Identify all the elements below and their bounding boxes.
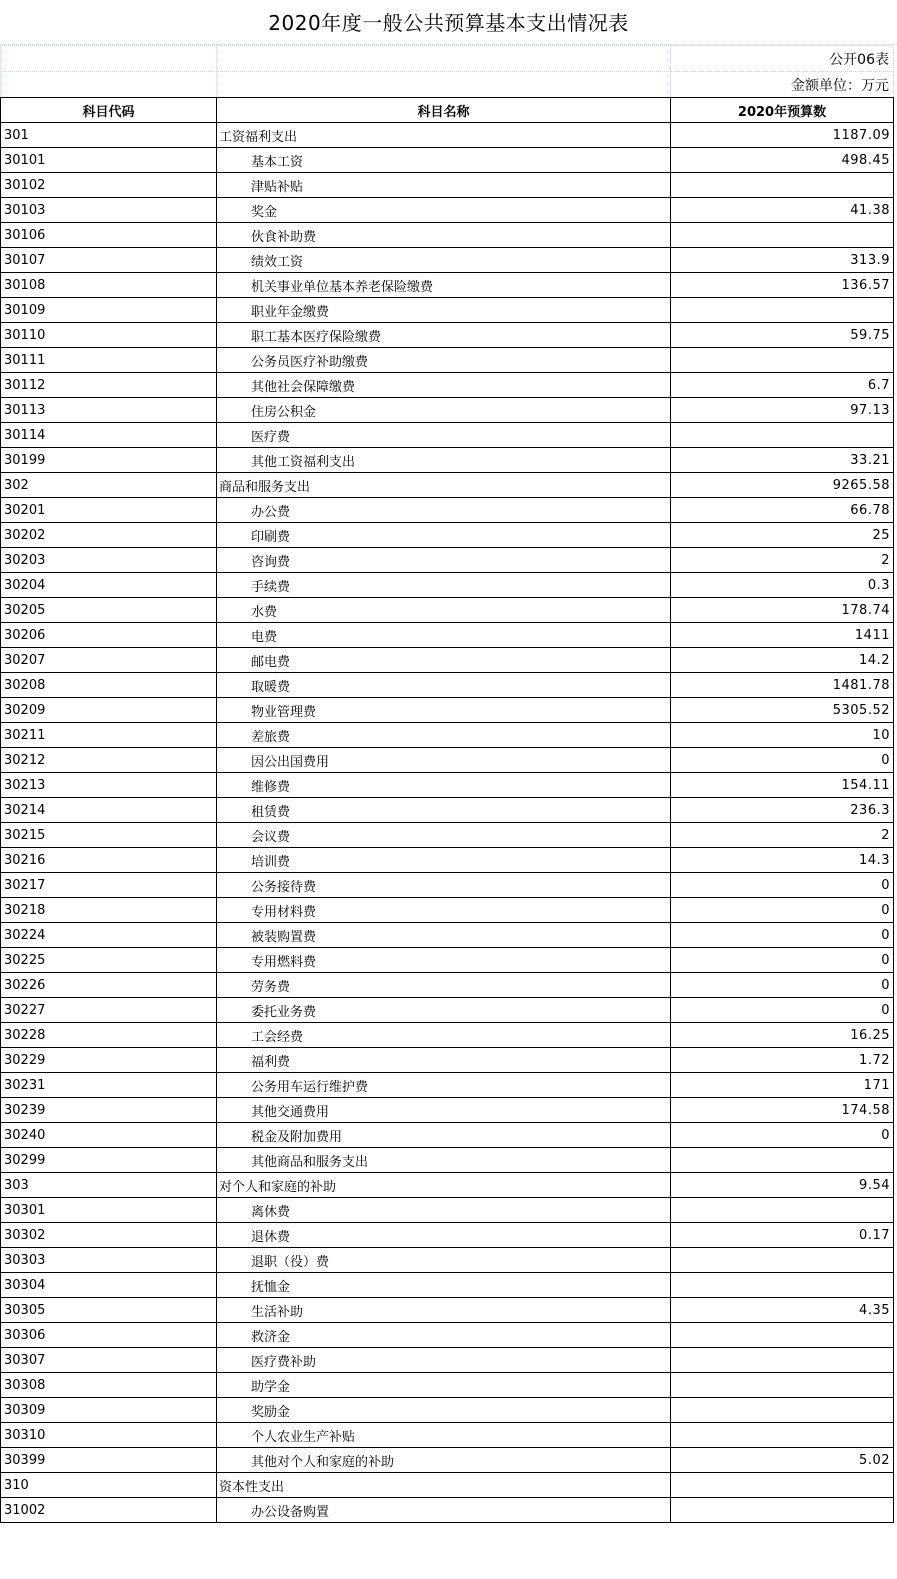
- table-row: [1, 648, 894, 673]
- name-cell: 其他交通费用: [217, 1098, 671, 1123]
- name-cell: 劳务费: [217, 973, 671, 998]
- name-cell: 资本性支出: [217, 1473, 671, 1498]
- name-cell: 税金及附加费用: [217, 1123, 671, 1148]
- code-cell: 30111: [1, 348, 217, 373]
- code-cell: 30217: [1, 873, 217, 898]
- code-cell: 30205: [1, 598, 217, 623]
- code-cell: 30106: [1, 223, 217, 248]
- amount-cell: 2: [671, 823, 894, 848]
- code-cell: 30108: [1, 273, 217, 298]
- code-cell: 30310: [1, 1423, 217, 1448]
- amount-cell: 174.58: [671, 1098, 894, 1123]
- table-row: [1, 998, 894, 1023]
- amount-cell: 97.13: [671, 398, 894, 423]
- code-cell: 30224: [1, 923, 217, 948]
- table-row: [1, 898, 894, 923]
- code-cell: 30201: [1, 498, 217, 523]
- table-row: [1, 923, 894, 948]
- amount-cell: 9265.58: [671, 473, 894, 498]
- name-cell: 伙食补助费: [217, 223, 671, 248]
- amount-cell: [671, 223, 894, 248]
- amount-cell: [671, 1423, 894, 1448]
- table-row: [1, 1173, 894, 1198]
- code-cell: 30306: [1, 1323, 217, 1348]
- table-row: [1, 398, 894, 423]
- code-cell: 30226: [1, 973, 217, 998]
- amount-cell: 0: [671, 898, 894, 923]
- name-cell: 咨询费: [217, 548, 671, 573]
- code-cell: 30211: [1, 723, 217, 748]
- amount-cell: [671, 1398, 894, 1423]
- table-row: [1, 873, 894, 898]
- code-cell: 30207: [1, 648, 217, 673]
- table-row: [1, 1423, 894, 1448]
- code-cell: 30202: [1, 523, 217, 548]
- code-cell: 30213: [1, 773, 217, 798]
- name-cell: 商品和服务支出: [217, 473, 671, 498]
- meta-empty-cell: [1, 72, 217, 98]
- amount-cell: 33.21: [671, 448, 894, 473]
- meta-empty-cell: [217, 46, 671, 72]
- amount-cell: 0: [671, 923, 894, 948]
- name-cell: 助学金: [217, 1373, 671, 1398]
- name-cell: 个人农业生产补贴: [217, 1423, 671, 1448]
- code-cell: 30309: [1, 1398, 217, 1423]
- code-cell: 30225: [1, 948, 217, 973]
- amount-cell: 313.9: [671, 248, 894, 273]
- header-name: 科目名称: [217, 98, 671, 123]
- table-row: [1, 1398, 894, 1423]
- table-row: [1, 498, 894, 523]
- table-row: [1, 298, 894, 323]
- name-cell: 抚恤金: [217, 1273, 671, 1298]
- header-code: 科目代码: [1, 98, 217, 123]
- code-cell: 30304: [1, 1273, 217, 1298]
- amount-cell: 136.57: [671, 273, 894, 298]
- amount-cell: 66.78: [671, 498, 894, 523]
- code-cell: 301: [1, 123, 217, 148]
- table-row: [1, 1448, 894, 1473]
- amount-cell: 9.54: [671, 1173, 894, 1198]
- table-row: [1, 223, 894, 248]
- code-cell: 30299: [1, 1148, 217, 1173]
- name-cell: 其他工资福利支出: [217, 448, 671, 473]
- amount-cell: 4.35: [671, 1298, 894, 1323]
- table-row: [1, 123, 894, 148]
- amount-cell: 16.25: [671, 1023, 894, 1048]
- table-row: [1, 473, 894, 498]
- name-cell: 培训费: [217, 848, 671, 873]
- amount-cell: 14.3: [671, 848, 894, 873]
- amount-cell: 5305.52: [671, 698, 894, 723]
- table-row: [1, 1073, 894, 1098]
- code-cell: 31002: [1, 1498, 217, 1523]
- name-cell: 生活补助: [217, 1298, 671, 1323]
- name-cell: 绩效工资: [217, 248, 671, 273]
- name-cell: 差旅费: [217, 723, 671, 748]
- unit-row: [1, 72, 894, 98]
- table-row: [1, 823, 894, 848]
- code-cell: 30103: [1, 198, 217, 223]
- code-cell: 310: [1, 1473, 217, 1498]
- table-row: [1, 623, 894, 648]
- amount-cell: 0: [671, 873, 894, 898]
- name-cell: 电费: [217, 623, 671, 648]
- name-cell: 医疗费补助: [217, 1348, 671, 1373]
- name-cell: 办公费: [217, 498, 671, 523]
- name-cell: 住房公积金: [217, 398, 671, 423]
- code-cell: 30239: [1, 1098, 217, 1123]
- table-row: [1, 248, 894, 273]
- amount-cell: [671, 1348, 894, 1373]
- name-cell: 公务用车运行维护费: [217, 1073, 671, 1098]
- table-row: [1, 448, 894, 473]
- table-row: [1, 1023, 894, 1048]
- amount-cell: [671, 1373, 894, 1398]
- name-cell: 其他社会保障缴费: [217, 373, 671, 398]
- code-cell: 30301: [1, 1198, 217, 1223]
- table-row: [1, 323, 894, 348]
- table-row: [1, 1473, 894, 1498]
- header-amount: 2020年预算数: [671, 98, 894, 123]
- meta-empty-cell: [1, 46, 217, 72]
- name-cell: 医疗费: [217, 423, 671, 448]
- table-row: [1, 573, 894, 598]
- amount-cell: [671, 1198, 894, 1223]
- code-cell: 30215: [1, 823, 217, 848]
- meta-empty-cell: [217, 72, 671, 98]
- name-cell: 机关事业单位基本养老保险缴费: [217, 273, 671, 298]
- name-cell: 对个人和家庭的补助: [217, 1173, 671, 1198]
- amount-cell: [671, 173, 894, 198]
- amount-cell: [671, 1148, 894, 1173]
- amount-cell: [671, 348, 894, 373]
- code-cell: 30208: [1, 673, 217, 698]
- code-cell: 30229: [1, 1048, 217, 1073]
- table-row: [1, 848, 894, 873]
- name-cell: 印刷费: [217, 523, 671, 548]
- table-row: [1, 1498, 894, 1523]
- amount-cell: [671, 1498, 894, 1523]
- code-cell: 30302: [1, 1223, 217, 1248]
- code-cell: 30203: [1, 548, 217, 573]
- table-row: [1, 523, 894, 548]
- code-cell: 30113: [1, 398, 217, 423]
- code-cell: 30110: [1, 323, 217, 348]
- table-row: [1, 598, 894, 623]
- name-cell: 离休费: [217, 1198, 671, 1223]
- table-row: [1, 1098, 894, 1123]
- amount-cell: [671, 1323, 894, 1348]
- table-row: [1, 798, 894, 823]
- table-row: [1, 1323, 894, 1348]
- table-row: [1, 348, 894, 373]
- name-cell: 专用材料费: [217, 898, 671, 923]
- name-cell: 公务接待费: [217, 873, 671, 898]
- code-cell: 303: [1, 1173, 217, 1198]
- table-row: [1, 198, 894, 223]
- amount-cell: 14.2: [671, 648, 894, 673]
- code-cell: 30228: [1, 1023, 217, 1048]
- name-cell: 职工基本医疗保险缴费: [217, 323, 671, 348]
- amount-cell: 0: [671, 973, 894, 998]
- name-cell: 其他商品和服务支出: [217, 1148, 671, 1173]
- table-row: [1, 1298, 894, 1323]
- page-title: 2020年度一般公共预算基本支出情况表: [0, 0, 897, 45]
- code-cell: 30209: [1, 698, 217, 723]
- name-cell: 会议费: [217, 823, 671, 848]
- table-row: [1, 973, 894, 998]
- amount-cell: 25: [671, 523, 894, 548]
- name-cell: 因公出国费用: [217, 748, 671, 773]
- amount-cell: 1187.09: [671, 123, 894, 148]
- code-cell: 30199: [1, 448, 217, 473]
- code-cell: 30112: [1, 373, 217, 398]
- amount-cell: 0: [671, 948, 894, 973]
- name-cell: 退职（役）费: [217, 1248, 671, 1273]
- amount-cell: 1411: [671, 623, 894, 648]
- amount-cell: [671, 298, 894, 323]
- name-cell: 工资福利支出: [217, 123, 671, 148]
- amount-cell: 0: [671, 1123, 894, 1148]
- name-cell: 委托业务费: [217, 998, 671, 1023]
- name-cell: 奖金: [217, 198, 671, 223]
- table-row: [1, 1048, 894, 1073]
- name-cell: 租赁费: [217, 798, 671, 823]
- amount-cell: 1481.78: [671, 673, 894, 698]
- name-cell: 办公设备购置: [217, 1498, 671, 1523]
- name-cell: 退休费: [217, 1223, 671, 1248]
- table-row: [1, 1273, 894, 1298]
- budget-table: [0, 45, 894, 1523]
- name-cell: 奖励金: [217, 1398, 671, 1423]
- name-cell: 福利费: [217, 1048, 671, 1073]
- name-cell: 水费: [217, 598, 671, 623]
- amount-cell: 5.02: [671, 1448, 894, 1473]
- amount-cell: 41.38: [671, 198, 894, 223]
- table-row: [1, 723, 894, 748]
- name-cell: 其他对个人和家庭的补助: [217, 1448, 671, 1473]
- name-cell: 救济金: [217, 1323, 671, 1348]
- table-row: [1, 148, 894, 173]
- code-cell: 302: [1, 473, 217, 498]
- code-cell: 30307: [1, 1348, 217, 1373]
- code-cell: 30206: [1, 623, 217, 648]
- amount-cell: 498.45: [671, 148, 894, 173]
- amount-cell: 0.17: [671, 1223, 894, 1248]
- name-cell: 邮电费: [217, 648, 671, 673]
- amount-cell: [671, 1248, 894, 1273]
- table-row: [1, 773, 894, 798]
- name-cell: 基本工资: [217, 148, 671, 173]
- amount-cell: 0.3: [671, 573, 894, 598]
- table-number: 公开06表: [671, 46, 894, 72]
- amount-cell: 2: [671, 548, 894, 573]
- name-cell: 专用燃料费: [217, 948, 671, 973]
- code-cell: 30305: [1, 1298, 217, 1323]
- code-cell: 30101: [1, 148, 217, 173]
- amount-unit: 金额单位：万元: [671, 72, 894, 98]
- table-row: [1, 1148, 894, 1173]
- table-header-row: [1, 98, 894, 123]
- code-cell: 30240: [1, 1123, 217, 1148]
- name-cell: 维修费: [217, 773, 671, 798]
- amount-cell: 178.74: [671, 598, 894, 623]
- name-cell: 取暖费: [217, 673, 671, 698]
- table-row: [1, 173, 894, 198]
- code-cell: 30212: [1, 748, 217, 773]
- table-number-row: [1, 46, 894, 72]
- amount-cell: 236.3: [671, 798, 894, 823]
- code-cell: 30231: [1, 1073, 217, 1098]
- name-cell: 被装购置费: [217, 923, 671, 948]
- code-cell: 30399: [1, 1448, 217, 1473]
- amount-cell: [671, 1273, 894, 1298]
- amount-cell: 0: [671, 748, 894, 773]
- amount-cell: 59.75: [671, 323, 894, 348]
- code-cell: 30227: [1, 998, 217, 1023]
- code-cell: 30114: [1, 423, 217, 448]
- amount-cell: [671, 1473, 894, 1498]
- code-cell: 30214: [1, 798, 217, 823]
- code-cell: 30308: [1, 1373, 217, 1398]
- table-row: [1, 423, 894, 448]
- table-row: [1, 698, 894, 723]
- amount-cell: 154.11: [671, 773, 894, 798]
- name-cell: 公务员医疗补助缴费: [217, 348, 671, 373]
- table-row: [1, 1123, 894, 1148]
- table-row: [1, 1373, 894, 1398]
- amount-cell: 10: [671, 723, 894, 748]
- table-row: [1, 1248, 894, 1273]
- name-cell: 工会经费: [217, 1023, 671, 1048]
- table-row: [1, 548, 894, 573]
- code-cell: 30218: [1, 898, 217, 923]
- table-row: [1, 948, 894, 973]
- amount-cell: 0: [671, 998, 894, 1023]
- code-cell: 30216: [1, 848, 217, 873]
- table-row: [1, 1198, 894, 1223]
- name-cell: 手续费: [217, 573, 671, 598]
- name-cell: 职业年金缴费: [217, 298, 671, 323]
- name-cell: 物业管理费: [217, 698, 671, 723]
- code-cell: 30109: [1, 298, 217, 323]
- code-cell: 30303: [1, 1248, 217, 1273]
- table-row: [1, 748, 894, 773]
- amount-cell: [671, 423, 894, 448]
- code-cell: 30107: [1, 248, 217, 273]
- table-row: [1, 1223, 894, 1248]
- amount-cell: 6.7: [671, 373, 894, 398]
- amount-cell: 1.72: [671, 1048, 894, 1073]
- table-row: [1, 373, 894, 398]
- amount-cell: 171: [671, 1073, 894, 1098]
- code-cell: 30204: [1, 573, 217, 598]
- name-cell: 津贴补贴: [217, 173, 671, 198]
- table-row: [1, 673, 894, 698]
- code-cell: 30102: [1, 173, 217, 198]
- table-row: [1, 273, 894, 298]
- table-row: [1, 1348, 894, 1373]
